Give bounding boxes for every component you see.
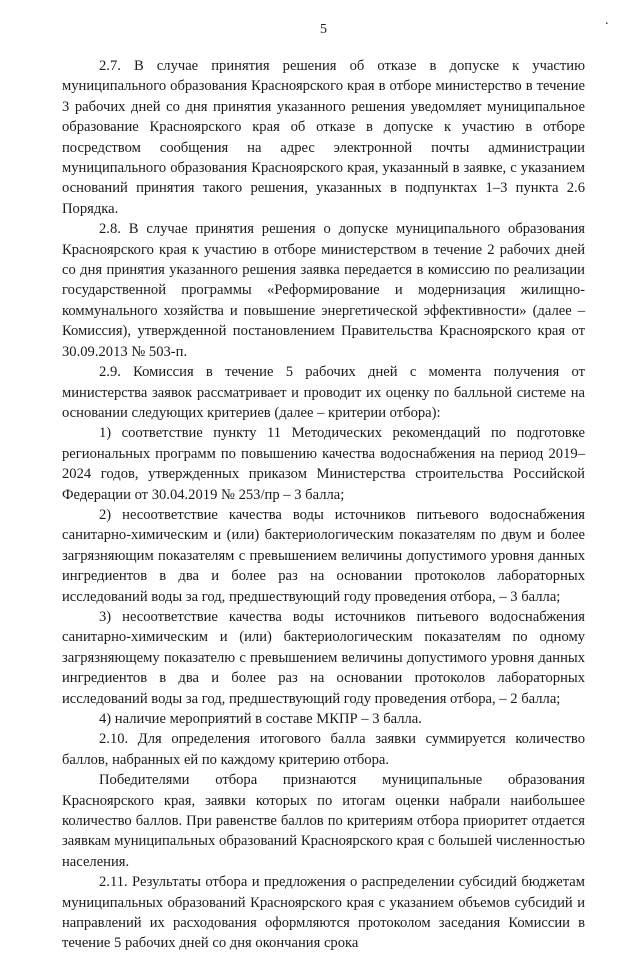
criterion-1: 1) соответствие пункту 11 Методических рекомендаций по подготовке региональных программ по повышению качества водоснабжения на период 2019–2024 годов, утвержденных приказом Министерства строительства Российской Федерации от 30.04.2019 № 253/пр – 3 балла; <box>62 425 585 503</box>
paragraph-2-10: 2.10. Для определения итогового балла заявки суммируется количество баллов, набранных ей по каждому критерию отбора. <box>62 731 585 768</box>
criterion-4: 4) наличие мероприятий в составе МКПР – 3 балла. <box>99 711 422 727</box>
paragraph-2-11: 2.11. Результаты отбора и предложения о распределении субсидий бюджетам муниципальных образований Красноярского края с указанием объемов субсидий и направлений их расходования оформляются протоколом заседания Комиссии в течение 5 рабочих дней со дня окончания срока <box>62 874 585 952</box>
paragraph-2-7: 2.7. В случае принятия решения об отказе в допуске к участию муниципального образования Красноярского края в отборе министерство в течение 3 рабочих дней со дня принятия указанного решения уведомляет муниципальное образование Красноярского края об отказе в допуске к участию в отборе посредством сообщения на адрес электронной почты администрации муниципального образования Красноярского края, указанный в заявке, с указанием оснований принятия такого решения, указанных в подпунктах 1–3 пункта 2.6 Порядка. <box>62 58 585 217</box>
corner-mark: . <box>605 13 609 28</box>
page-number: 5 <box>320 22 327 37</box>
paragraph-2-9: 2.9. Комиссия в течение 5 рабочих дней с момента получения от министерства заявок рассматривает и проводит их оценку по балльной системе на основании следующих критериев (далее – критерии отбора): <box>62 364 585 421</box>
paragraph-winners: Победителями отбора признаются муниципальные образования Красноярского края, заявки которых по итогам оценки набрали наибольшее количество баллов. При равенстве баллов по критериям отбора приоритет отдается заявкам муниципальных образований Красноярского края с большей численностью населения. <box>62 772 585 870</box>
criterion-3: 3) несоответствие качества воды источников питьевого водоснабжения санитарно-химическим и (или) бактериологическим показателям по одному загрязняющему показателю с превышением величины допустимого уровня данных ингредиентов в два и более раз на основании протоколов лабораторных исследований воды за год, предшествующий году проведения отбора, – 2 балла; <box>62 608 585 707</box>
criterion-2: 2) несоответствие качества воды источников питьевого водоснабжения санитарно-химическим и (или) бактериологическим показателям по двум и более загрязняющим показателям с превышением величины допустимого уровня данных ингредиентов в два и более раз на основании протоколов лабораторных исследований воды за год, предшествующий году проведения отбора, – 3 балла; <box>62 506 585 605</box>
paragraph-2-8: 2.8. В случае принятия решения о допуске муниципального образования Красноярского края к участию в отборе министерством в течение 2 рабочих дней со дня принятия указанного решения заявка передается в комиссию по реализации государственной программы «Реформирование и модернизация жилищно-коммунального хозяйства и повышение энергетической эффективности» (далее – Комиссия), утвержденной постановлением Правительства Красноярского края от 30.09.2013 № 503-п. <box>62 221 585 360</box>
